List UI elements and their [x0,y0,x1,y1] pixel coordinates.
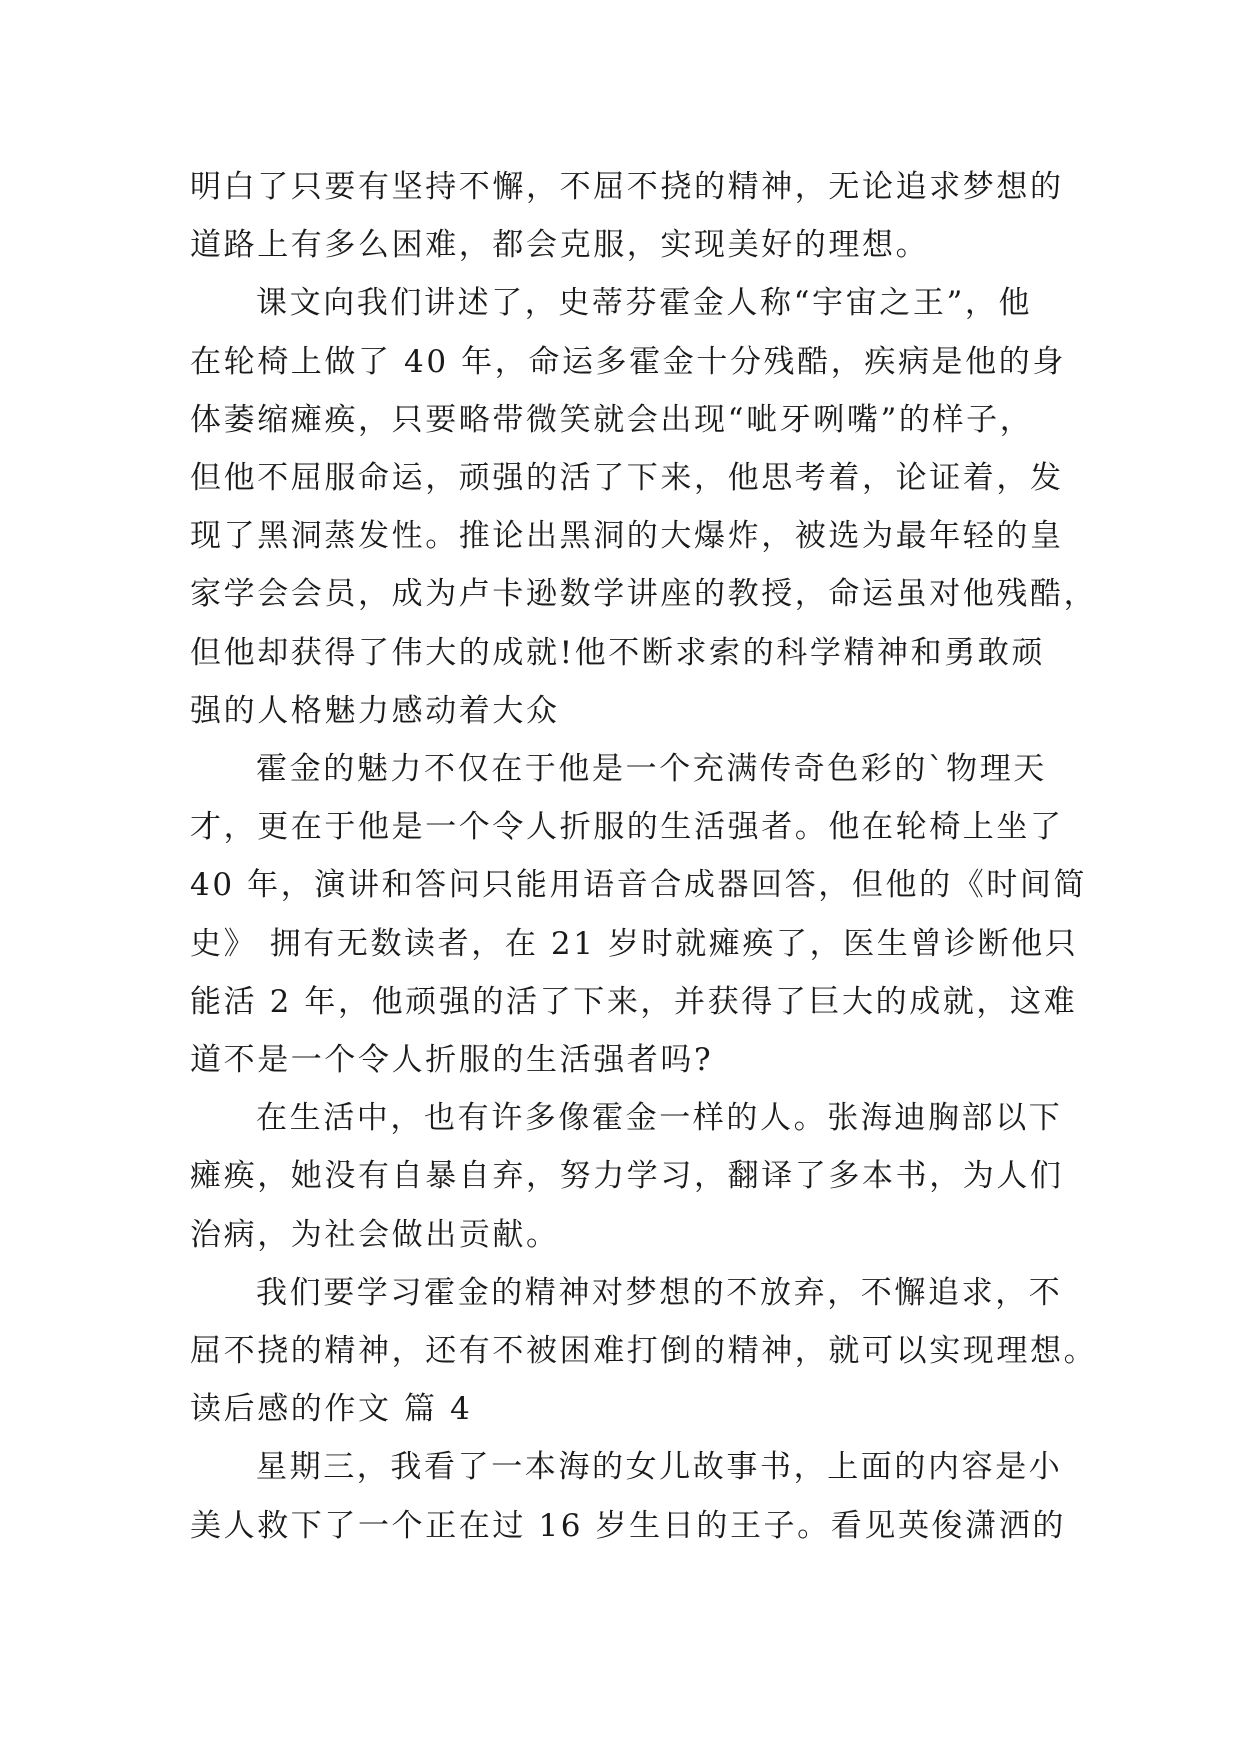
text-line: 课文向我们讲述了，史蒂芬霍金人称“宇宙之王”，他 [256,285,1033,322]
paragraph-3 [190,740,1088,1089]
text-line: 瘫痪，她没有自暴自弃，努力学习，翻译了多本书，为人们 [190,1158,1064,1195]
text-line: 明白了只要有坚持不懈，不屈不挠的精神，无论追求梦想的 [190,169,1064,205]
text-line: 家学会会员，成为卢卡逊数学讲座的教授，命运虽对他残酷， [190,576,1098,613]
text-line: 能活 2 年，他顽强的活了下来，并获得了巨大的成就，这难 [190,983,1078,1020]
text-line: 美人救下了一个正在过 16 岁生日的王子。看见英俊潇洒的 [190,1507,1066,1544]
paragraph-6 [190,1438,1066,1554]
text-line: 40 年，演讲和答问只能用语音合成器回答，但他的《时间简 [190,867,1088,904]
paragraph-4 [190,1089,1064,1264]
text-line: 但他却获得了伟大的成就!他不断求索的科学精神和勇敢顽 [190,634,1046,671]
text-line: 在轮椅上做了 40 年，命运多霍金十分残酷，疾病是他的身 [190,343,1066,380]
text-line: 史》 拥有无数读者，在 21 岁时就瘫痪了，医生曾诊断他只 [190,925,1079,962]
text-line: 强的人格魅力感动着大众 [190,692,560,729]
text-line: 体萎缩瘫痪，只要略带微笑就会出现“呲牙咧嘴”的样子， [190,401,1034,438]
text-line: 在生活中，也有许多像霍金一样的人。张海迪胸部以下 [256,1100,1063,1137]
text-line: 道路上有多么困难，都会克服，实现美好的理想。 [190,227,930,264]
paragraph-2 [190,274,1098,740]
paragraph-5 [190,1264,1098,1380]
document-page [190,158,1098,1555]
text-line: 道不是一个令人折服的生活强者吗? [190,1042,714,1079]
text-line: 霍金的魅力不仅在于他是一个充满传奇色彩的`物理天 [256,751,1047,788]
text-line: 但他不屈服命运，顽强的活了下来，他思考着，论证着，发 [190,460,1064,497]
section-heading: 读后感的作文 篇 4 [190,1391,473,1428]
text-line: 才，更在于他是一个令人折服的生活强者。他在轮椅上坐了 [190,809,1064,846]
text-line: 星期三，我看了一本海的女儿故事书，上面的内容是小 [256,1449,1063,1486]
text-line: 现了黑洞蒸发性。推论出黑洞的大爆炸，被选为最年轻的皇 [190,518,1064,555]
text-line: 治病，为社会做出贡献。 [190,1216,560,1253]
paragraph-1 [190,158,1064,274]
text-line: 我们要学习霍金的精神对梦想的不放弃，不懈追求，不 [256,1274,1063,1311]
text-line: 屈不挠的精神，还有不被困难打倒的精神，就可以实现理想。 [190,1333,1098,1370]
